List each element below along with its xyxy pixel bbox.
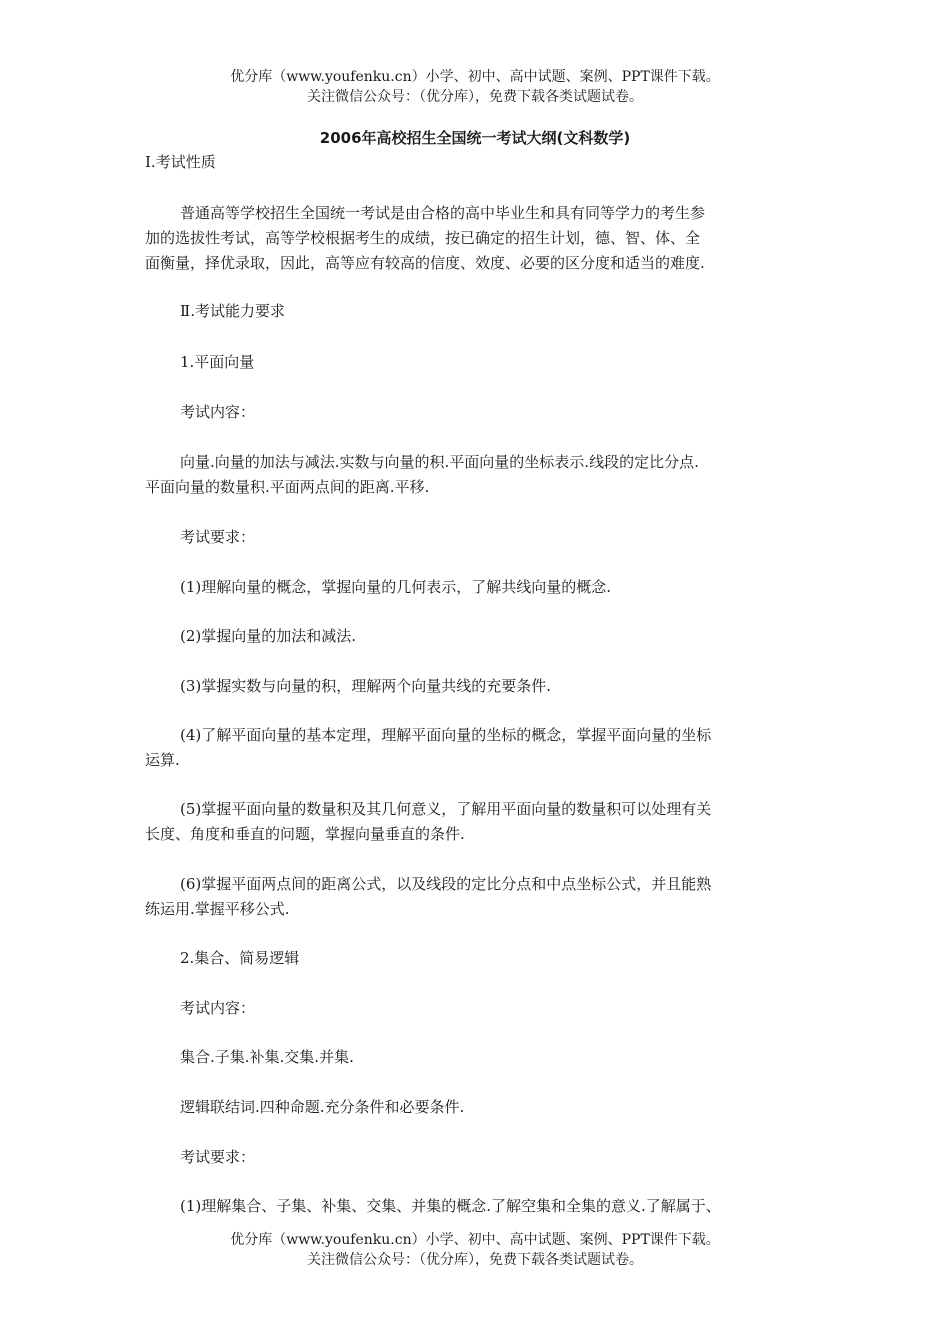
requirement-item: (1)理解向量的概念，掌握向量的几何表示，了解共线向量的概念. [180,578,612,596]
requirement-item: (6)掌握平面两点间的距离公式，以及线段的定比分点和中点坐标公式，并且能熟 [180,875,712,893]
paragraph-line: 集合.子集.补集.交集.并集. [180,1048,354,1066]
content-label: 考试内容： [180,403,256,421]
paragraph-line: 平面向量的数量积.平面两点间的距离.平移. [145,478,430,496]
requirements-label: 考试要求： [180,1148,256,1166]
footer-line-2: 关注微信公众号：（优分库），免费下载各类试题试卷。 [307,1252,643,1268]
page-header [0,67,950,107]
requirement-item-continued: 长度、角度和垂直的问题，掌握向量垂直的条件. [145,825,465,843]
paragraph-line: 普通高等学校招生全国统一考试是由合格的高中毕业生和具有同等学力的考生参 [180,204,706,222]
requirement-item: (1)理解集合、子集、补集、交集、并集的概念.了解空集和全集的意义.了解属于、 [180,1197,721,1215]
page-footer [0,1230,950,1270]
requirement-item-continued: 练运用.掌握平移公式. [145,900,290,918]
paragraph-line: 加的选拔性考试，高等学校根据考生的成绩，按已确定的招生计划，德、智、体、全 [145,229,701,247]
header-line-1: 优分库（www.youfenku.cn）小学、初中、高中试题、案例、PPT课件下载。 [230,69,720,85]
footer-line-1: 优分库（www.youfenku.cn）小学、初中、高中试题、案例、PPT课件下载。 [230,1232,720,1248]
header-line-2: 关注微信公众号：（优分库），免费下载各类试题试卷。 [307,89,643,105]
requirement-item: (2)掌握向量的加法和减法. [180,627,357,645]
paragraph-line: 面衡量，择优录取，因此，高等应有较高的信度、效度、必要的区分度和适当的难度. [145,254,705,272]
section-heading-ability: Ⅱ.考试能力要求 [180,302,285,320]
requirement-item: (3)掌握实数与向量的积，理解两个向量共线的充要条件. [180,677,552,695]
document-title: 2006年高校招生全国统一考试大纲(文科数学) [319,129,631,147]
requirements-label: 考试要求： [180,528,256,546]
topic-heading-vectors: 1.平面向量 [180,353,255,371]
requirement-item: (5)掌握平面向量的数量积及其几何意义，了解用平面向量的数量积可以处理有关 [180,800,712,818]
requirement-item: (4)了解平面向量的基本定理，理解平面向量的坐标的概念，掌握平面向量的坐标 [180,726,712,744]
content-label: 考试内容： [180,999,256,1017]
topic-heading-sets-logic: 2.集合、简易逻辑 [180,949,300,967]
paragraph-line: 逻辑联结词.四种命题.充分条件和必要条件. [180,1098,465,1116]
requirement-item-continued: 运算. [145,751,180,769]
section-heading-exam-nature: Ⅰ.考试性质 [145,153,216,171]
paragraph-line: 向量.向量的加法与减法.实数与向量的积.平面向量的坐标表示.线段的定比分点. [180,453,699,471]
